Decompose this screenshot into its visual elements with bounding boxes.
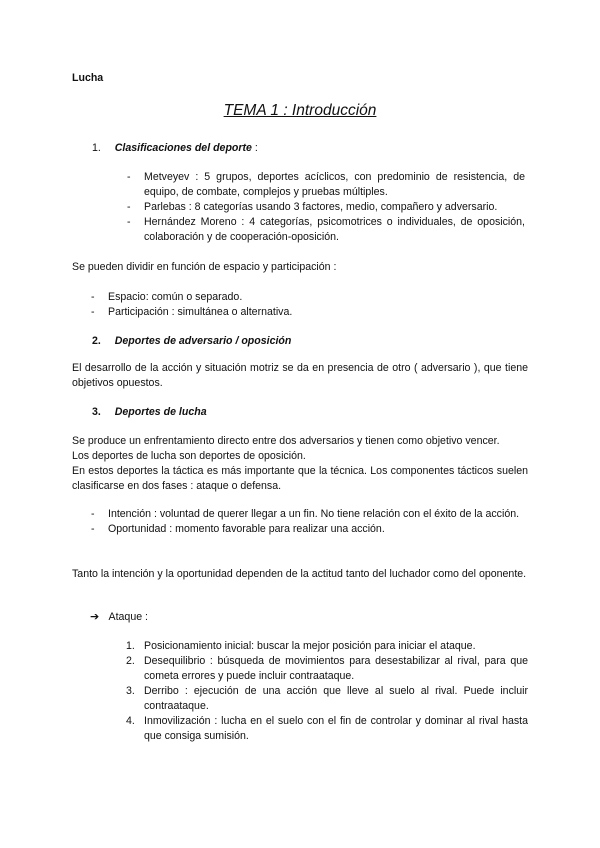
section-3-paragraph-1: Se produce un enfrentamiento directo entre dos adversarios y tienen como objetivo vencer. — [72, 435, 500, 447]
section-1-list — [127, 170, 525, 245]
list-item: - Hernández Moreno : 4 categorías, psicomotrices o individuales, de oposición, colaboración y de cooperación-oposición. — [127, 216, 525, 243]
list-item: 3. Derribo : ejecución de una acción que lleve al suelo al rival. Puede incluir contraataque. — [126, 685, 528, 712]
section-1-suffix: : — [251, 142, 258, 154]
list-item: - Participación : simultánea o alternativa. — [91, 306, 293, 318]
section-1-heading — [92, 141, 258, 156]
list-item: - Oportunidad : momento favorable para realizar una acción. — [91, 523, 385, 535]
list-item: 4. Inmovilización : lucha en el suelo con el fin de controlar y dominar al rival hasta que consiga sumisión. — [126, 715, 528, 742]
list-item: 1. Posicionamiento inicial: buscar la mejor posición para iniciar el ataque. — [126, 640, 476, 652]
section-1-number: 1. — [92, 142, 101, 154]
arrow-right-icon: ➔ — [90, 611, 100, 623]
section-3-list — [91, 507, 528, 537]
section-3-paragraph-2: Los deportes de lucha son deportes de oposición. — [72, 450, 306, 462]
section-1-list-2 — [91, 290, 528, 320]
section-2-paragraph: El desarrollo de la acción y situación motriz se da en presencia de otro ( adversario ), que tiene objetivos opuestos. — [72, 362, 528, 389]
list-item: - Parlebas : 8 categorías usando 3 factores, medio, compañero y adversario. — [127, 201, 498, 213]
page-title: TEMA 1 : Introducción — [223, 102, 377, 119]
section-2-title: Deportes de adversario / oposición — [114, 335, 292, 347]
section-3-heading — [92, 405, 207, 420]
list-item: - Metveyev : 5 grupos, deportes acíclicos, con predominio de resistencia, de equipo, de combate, complejos y pruebas múltiples. — [127, 171, 525, 198]
section-3-title: Deportes de lucha — [114, 406, 207, 418]
attack-heading — [90, 610, 148, 625]
section-3-paragraph-4: Tanto la intención y la oportunidad dependen de la actitud tanto del luchador como del oponente. — [72, 568, 527, 580]
list-item: - Intención : voluntad de querer llegar a un fin. No tiene relación con el éxito de la acción. — [91, 508, 520, 520]
list-item: - Espacio: común o separado. — [91, 291, 243, 303]
section-3-body — [72, 434, 528, 494]
attack-label: Ataque : — [108, 611, 148, 623]
section-2-heading — [92, 334, 291, 349]
attack-list — [126, 639, 528, 744]
section-3-paragraph-3: En estos deportes la táctica es más importante que la técnica. Los componentes tácticos suelen clasificarse en dos fases : ataque o defensa. — [72, 465, 528, 492]
section-3-number: 3. — [92, 406, 101, 418]
section-1-paragraph: Se pueden dividir en función de espacio y participación : — [72, 261, 337, 273]
section-2-number: 2. — [92, 335, 101, 347]
document-label: Lucha — [72, 72, 104, 84]
section-1-title: Clasificaciones del deporte — [114, 142, 252, 154]
list-item: 2. Desequilibrio : búsqueda de movimientos para desestabilizar al rival, para que cometa errores y puede incluir contraataque. — [126, 655, 528, 682]
